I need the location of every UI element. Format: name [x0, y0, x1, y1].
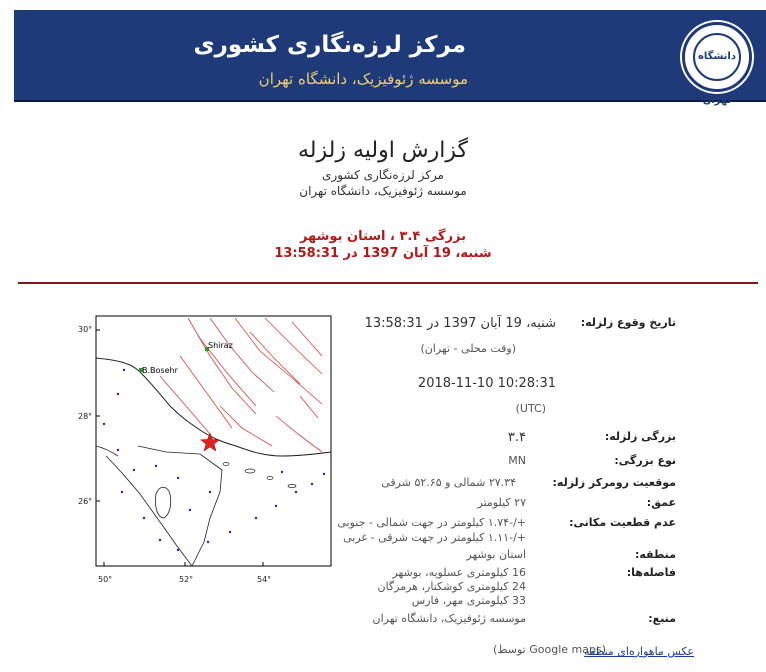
magnitude-label: بزرگی زلزله: [604, 430, 676, 443]
lat-label: 30° [78, 325, 93, 334]
logo-text: دانشگاه تهران [693, 33, 741, 81]
time-utc-note: (UTC) [515, 402, 546, 415]
region-value: استان بوشهر [466, 548, 526, 561]
lon-label: 50° [98, 575, 113, 584]
lon-label: 54° [257, 575, 272, 584]
university-logo [682, 22, 752, 106]
depth-value: ۲۷ کیلومتر [477, 496, 526, 509]
magnitude-headline: بزرگی ۳.۴ ، استان بوشهر [299, 229, 467, 244]
magnitude-type-value: MN [508, 454, 526, 467]
lat-label: 26° [78, 497, 93, 506]
city-label-shiraz: Shiraz [208, 341, 233, 350]
time-utc: 2018-11-10 10:28:31 [417, 376, 556, 391]
distance-item: 16 کیلومتری عسلویه، بوشهر [392, 566, 526, 579]
date-headline: شنبه، 19 آبان 1397 در 13:58:31 [274, 246, 492, 261]
uncertainty-label: عدم قطعیت مکانی: [569, 516, 676, 529]
distance-item: 24 کیلومتری کوشکنار، هرمزگان [377, 580, 526, 593]
distances-label: فاصله‌ها: [626, 566, 676, 579]
time-local: شنبه، 19 آبان 1397 در 13:58:31 [364, 316, 556, 331]
google-maps-note: (توسط Google maps) [493, 643, 606, 656]
map-svg [60, 296, 355, 596]
epicenter-label: موقعیت رومرکز زلزله: [552, 476, 676, 489]
banner-subtitle: موسسه ژئوفیزیک، دانشگاه تهران [258, 70, 468, 88]
magnitude-type-label: نوع بزرگی: [614, 454, 676, 467]
lat-label: 28° [78, 412, 93, 421]
banner-title: مرکز لرزه‌نگاری کشوری [193, 32, 466, 58]
divider [18, 282, 758, 284]
report-title: گزارش اولیه زلزله [297, 138, 469, 163]
uncertainty-ew: +/-۱.۱۱ کیلومتر در جهت شرقی - غربی [343, 531, 526, 544]
lon-label: 52° [179, 575, 194, 584]
distance-item: 33 کیلومتری مهر، فارس [411, 594, 526, 607]
satellite-image-link[interactable]: عکس ماهواره‌ای منطقه [584, 645, 694, 658]
time-local-note: (وقت محلی - تهران) [420, 342, 516, 355]
depth-label: عمق: [646, 496, 676, 509]
source-value: موسسه ژئوفیزیک، دانشگاه تهران [372, 612, 526, 625]
source-label: منبع: [648, 612, 676, 625]
epicenter-map [60, 296, 355, 596]
uncertainty-ns: +/-۱.۷۴ کیلومتر در جهت شمالی - جنوبی [337, 516, 526, 529]
header-banner [14, 10, 766, 106]
magnitude-value: ۳.۴ [507, 430, 526, 445]
time-label: تاریخ وقوع زلزله: [580, 316, 676, 329]
report-center-name: مرکز لرزه‌نگاری کشوری [322, 168, 444, 182]
report-institute-name: موسسه ژئوفیزیک، دانشگاه تهران [299, 184, 467, 198]
city-label-bushehr: B.Bosehr [142, 366, 178, 375]
region-label: منطقه: [634, 548, 676, 561]
epicenter-value: ۲۷.۳۴ شمالی و ۵۲.۶۵ شرقی [381, 476, 516, 489]
